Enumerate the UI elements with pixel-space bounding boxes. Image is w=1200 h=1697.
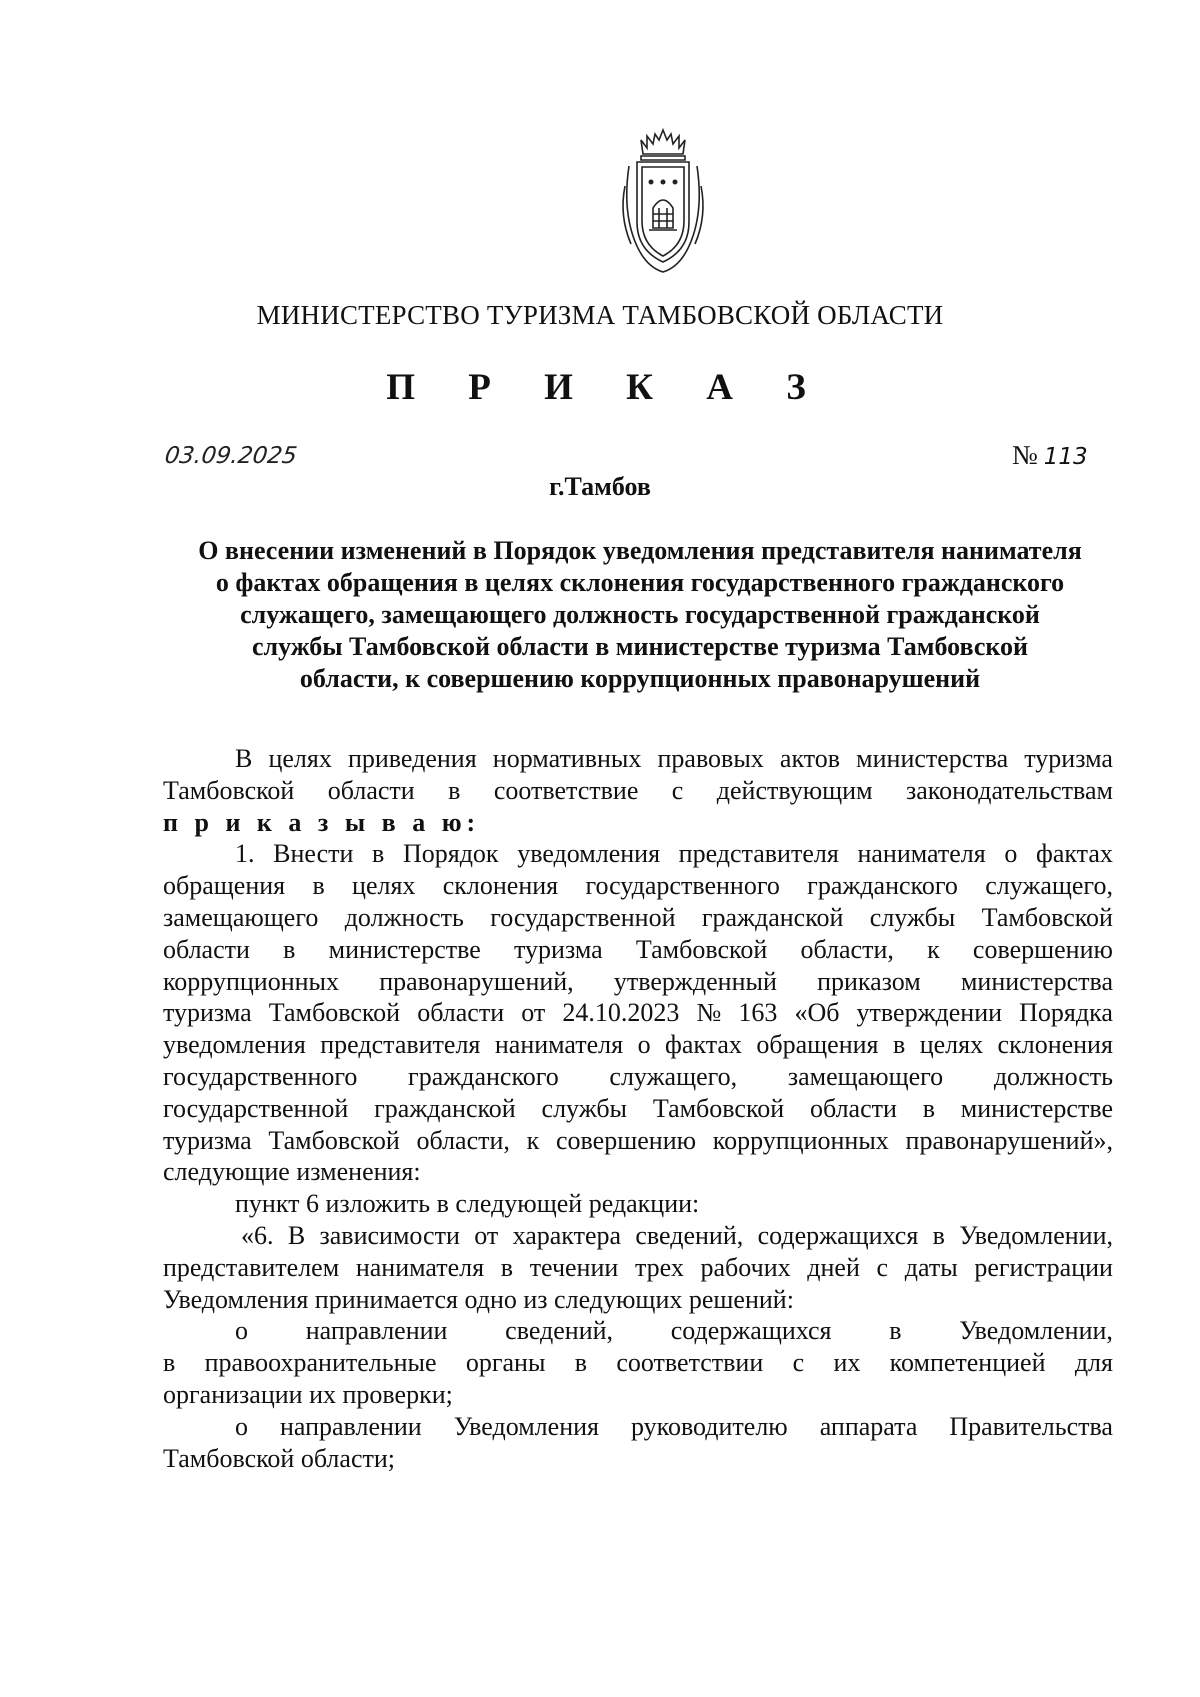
option2-line: о направлении Уведомления руководителю аппарата Правительства	[235, 1411, 1113, 1441]
option1-line: организации их проверки;	[163, 1379, 453, 1409]
subject-line: области, к совершению коррупционных правонарушений	[299, 664, 981, 693]
document-type: П Р И К А З	[386, 367, 828, 408]
item1-line: уведомления представителя нанимателя о фактах обращения в целях склонения	[163, 1030, 1113, 1060]
ministry-name: МИНИСТЕРСТВО ТУРИЗМА ТАМБОВСКОЙ ОБЛАСТИ	[256, 300, 944, 330]
option1-line: о направлении сведений, содержащихся в Уведомлении,	[235, 1316, 1113, 1346]
option2-line: Тамбовской области;	[163, 1443, 395, 1473]
point6-intro: пункт 6 изложить в следующей редакции:	[235, 1189, 700, 1219]
option1-line: в правоохранительные органы в соответствии с их компетенцией для	[163, 1348, 1113, 1378]
item1-line: коррупционных правонарушений, утвержденный приказом министерства	[163, 966, 1113, 996]
subject-line: о фактах обращения в целях склонения государственного гражданского	[215, 568, 1065, 597]
item1-line: обращения в целях склонения государственного гражданского служащего,	[163, 871, 1113, 901]
point6-line: «6. В зависимости от характера сведений, содержащихся в Уведомлении,	[241, 1220, 1113, 1250]
point6-line: представителем нанимателя в течении трех рабочих дней с даты регистрации	[163, 1252, 1113, 1282]
number-label: №	[1012, 440, 1038, 470]
item1-line: туризма Тамбовской области, к совершению коррупционных правонарушений»,	[163, 1125, 1113, 1155]
subject-line: О внесении изменений в Порядок уведомления представителя нанимателя	[198, 536, 1082, 565]
preamble-line: Тамбовской области в соответствие с действующим законодательствам	[163, 775, 1113, 805]
item1-line: государственной гражданской службы Тамбовской области в министерстве	[163, 1093, 1113, 1123]
order-date: 03.09.2025	[163, 443, 299, 469]
item1-line: области в министерстве туризма Тамбовской области, к совершению	[163, 934, 1113, 964]
item1-line: государственного гражданского служащего, замещающего должность	[163, 1061, 1113, 1091]
item1-line: 1. Внести в Порядок уведомления представителя нанимателя о фактах	[235, 839, 1113, 869]
preamble-line: В целях приведения нормативных правовых актов министерства туризма	[235, 744, 1113, 773]
subject-line: служащего, замещающего должность государственной гражданской	[240, 600, 1040, 629]
point6-line: Уведомления принимается одно из следующих решений:	[163, 1284, 794, 1314]
order-word: п р и к а з ы в а ю:	[163, 807, 481, 837]
number-value: 113	[1043, 444, 1088, 470]
order-number	[1012, 440, 1088, 471]
item1-line: туризма Тамбовской области от 24.10.2023 № 163 «Об утверждении Порядка	[163, 998, 1113, 1028]
coat-of-arms-emblem	[615, 126, 711, 276]
subject-line: службы Тамбовской области в министерстве туризма Тамбовской	[251, 632, 1029, 661]
item1-line: следующие изменения:	[163, 1157, 421, 1187]
order-body	[163, 743, 1113, 1474]
item1-line: замещающего должность государственной гражданской службы Тамбовской	[163, 902, 1113, 932]
city: г.Тамбов	[549, 472, 651, 501]
order-subject	[160, 535, 1120, 695]
